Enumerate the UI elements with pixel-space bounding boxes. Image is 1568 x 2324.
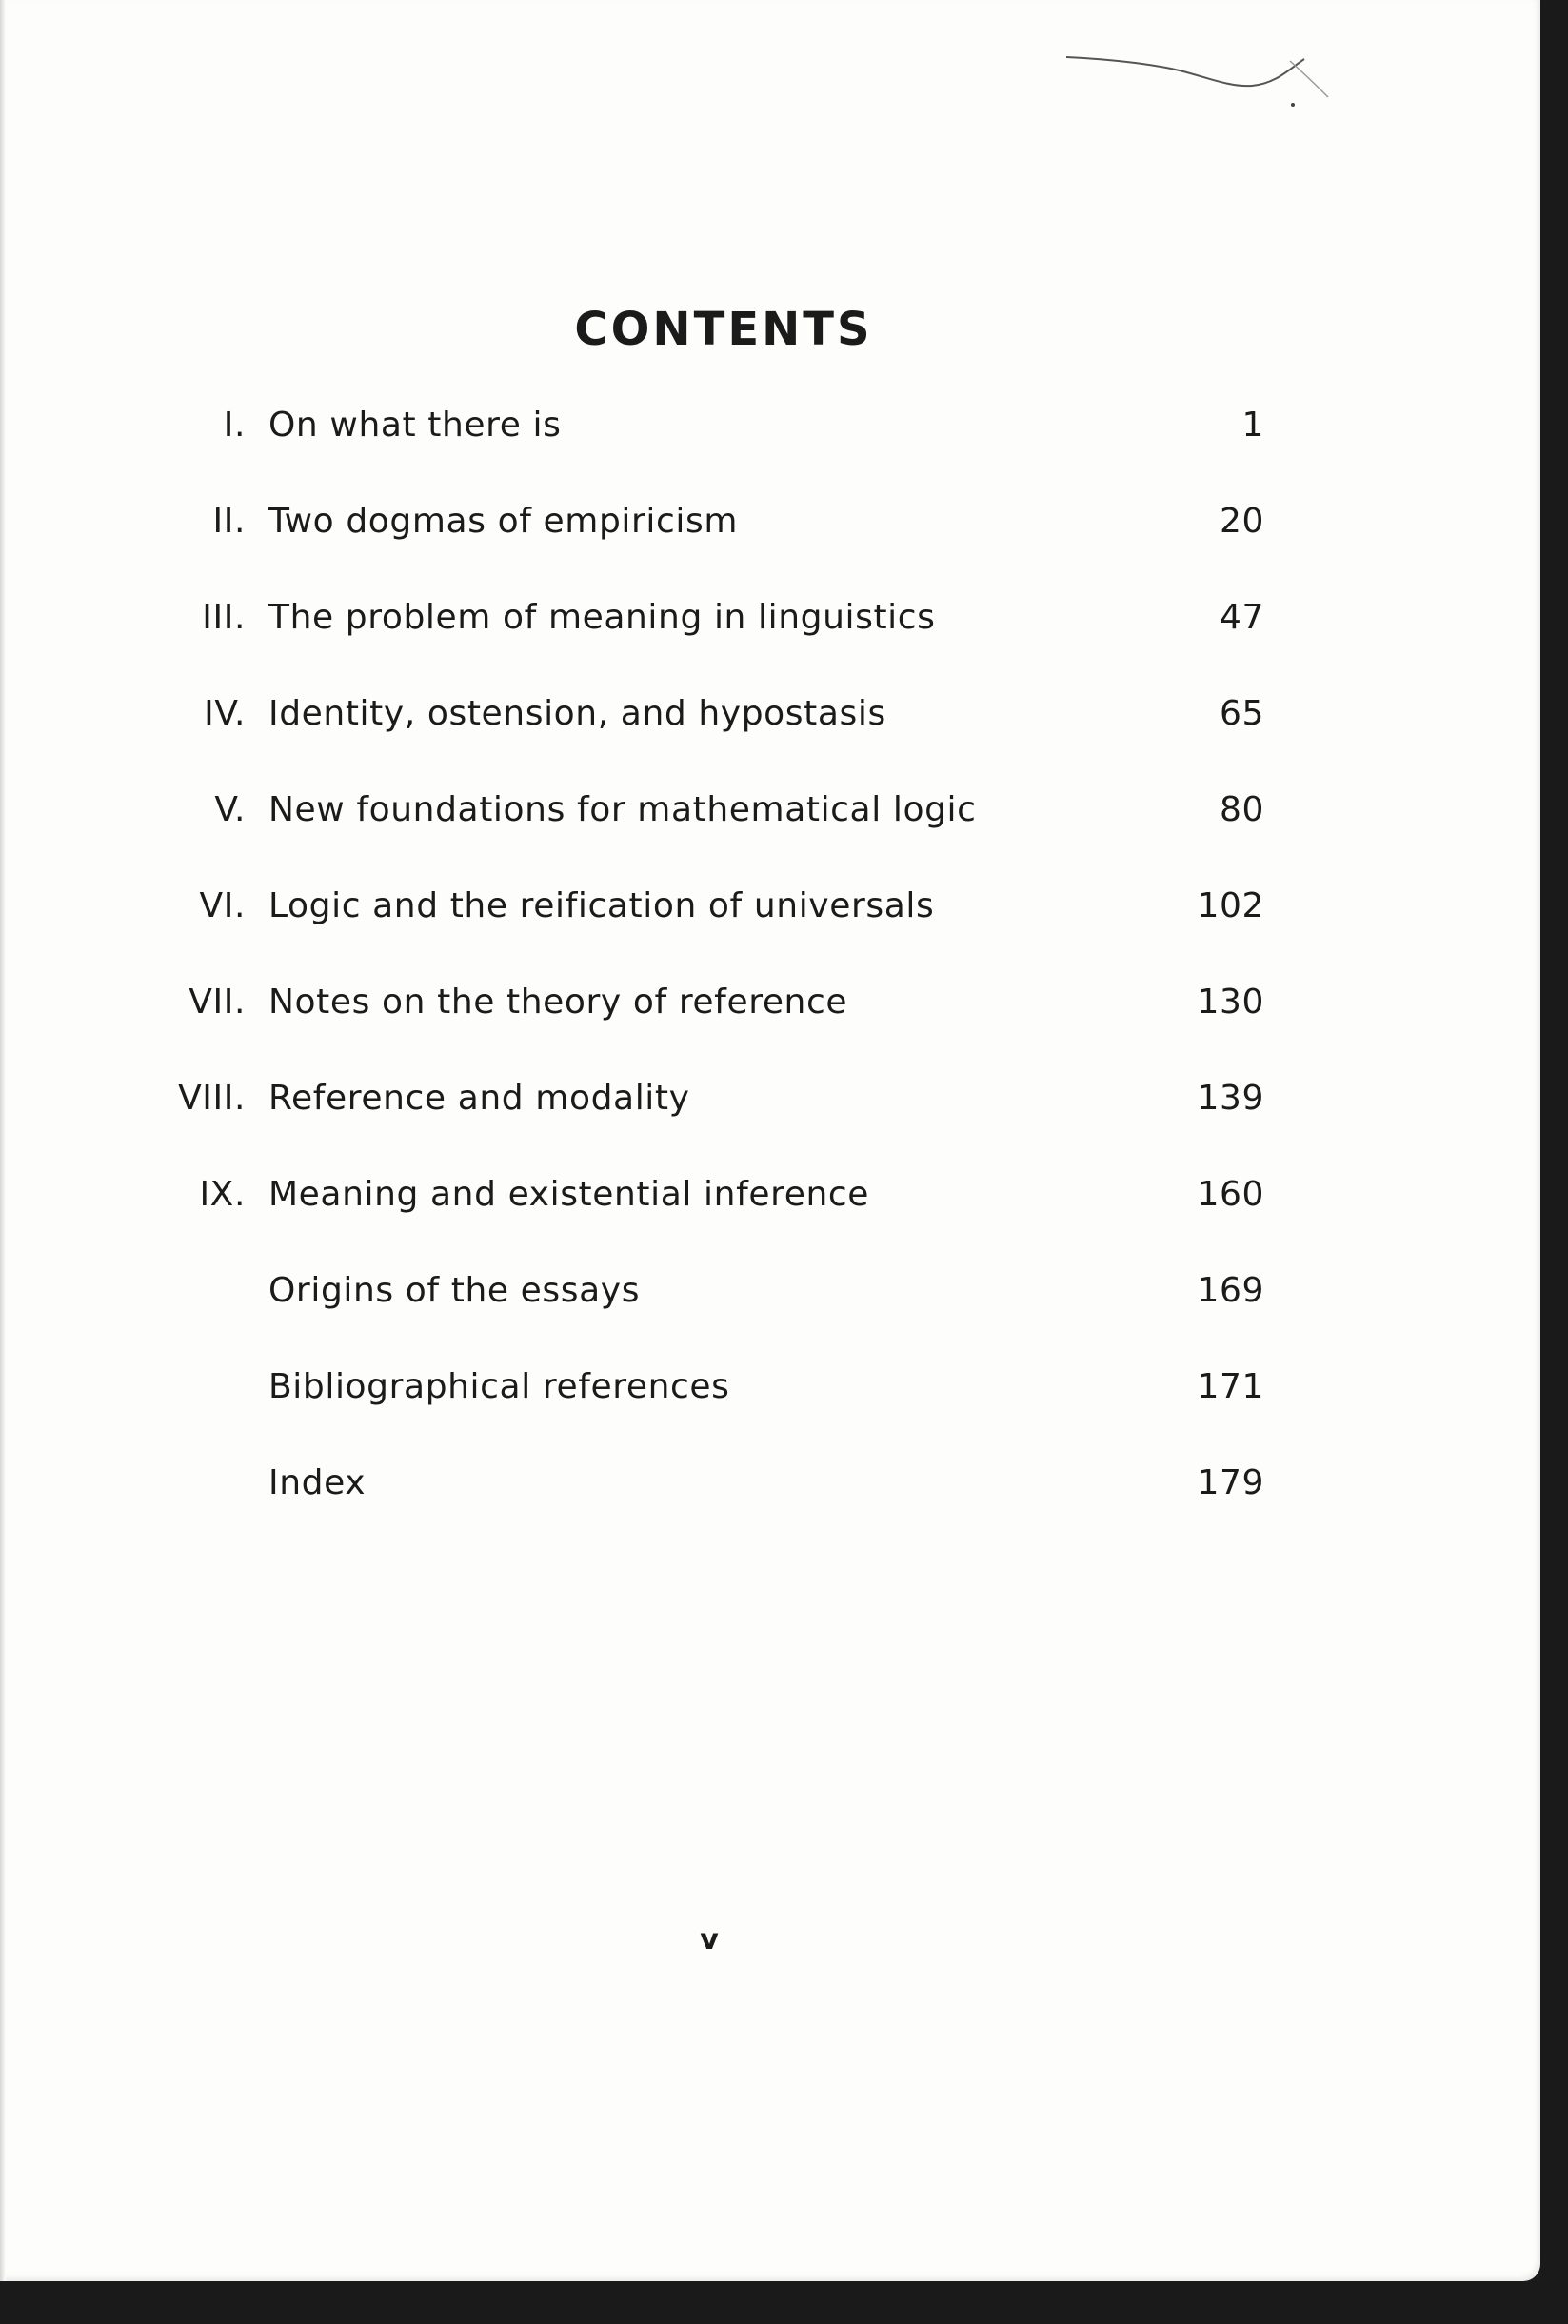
toc-entry-page: 65 — [1219, 694, 1264, 733]
toc-entry-11 — [0, 1367, 1540, 1424]
toc-entry-title: Two dogmas of empiricism — [268, 502, 739, 541]
toc-entry-12 — [0, 1463, 1540, 1520]
toc-entry-number: IX. — [199, 1175, 246, 1214]
toc-entry-page: 1 — [1241, 406, 1264, 445]
toc-entry-4 — [0, 694, 1540, 751]
toc-entry-title: Reference and modality — [268, 1079, 690, 1118]
toc-entry-page: 160 — [1197, 1175, 1264, 1214]
toc-entry-title: Meaning and existential inference — [268, 1175, 870, 1214]
page-folio: v — [700, 1923, 719, 1957]
toc-entry-page: 179 — [1197, 1463, 1264, 1502]
toc-entry-page: 169 — [1197, 1271, 1264, 1310]
toc-entry-title: The problem of meaning in linguistics — [268, 598, 936, 637]
toc-entry-5 — [0, 790, 1540, 847]
toc-entry-page: 80 — [1219, 790, 1264, 829]
toc-entry-10 — [0, 1271, 1540, 1328]
toc-entry-7 — [0, 983, 1540, 1040]
toc-entry-title: Bibliographical references — [268, 1367, 730, 1406]
toc-entry-page: 20 — [1219, 502, 1264, 541]
toc-entry-number: I. — [223, 406, 246, 445]
toc-entry-title: Identity, ostension, and hypostasis — [268, 694, 886, 733]
toc-entry-title: Logic and the reification of universals — [268, 886, 935, 925]
toc-entry-title: Origins of the essays — [268, 1271, 641, 1310]
toc-entry-9 — [0, 1175, 1540, 1232]
toc-entry-number: III. — [202, 598, 246, 637]
toc-entry-page: 102 — [1197, 886, 1264, 925]
toc-entry-6 — [0, 886, 1540, 944]
toc-entry-number: VII. — [189, 983, 246, 1022]
toc-entry-page: 139 — [1197, 1079, 1264, 1118]
toc-entry-8 — [0, 1079, 1540, 1136]
toc-entry-2 — [0, 502, 1540, 559]
toc-entry-number: VI. — [199, 886, 246, 925]
toc-entry-1 — [0, 406, 1540, 463]
toc-entry-number: IV. — [204, 694, 246, 733]
toc-entry-title: Index — [268, 1463, 367, 1502]
toc-entry-title: On what there is — [268, 406, 562, 445]
torn-corner-mark — [1066, 40, 1352, 107]
toc-entry-page: 47 — [1219, 598, 1264, 637]
toc-entry-3 — [0, 598, 1540, 655]
toc-entry-title: New foundations for mathematical logic — [268, 790, 977, 829]
toc-entry-number: VIII. — [178, 1079, 246, 1118]
toc-entry-page: 171 — [1197, 1367, 1264, 1406]
toc-entry-page: 130 — [1197, 983, 1264, 1022]
toc-entry-number: II. — [212, 502, 246, 541]
toc-entry-title: Notes on the theory of reference — [268, 983, 848, 1022]
toc-entry-number: V. — [214, 790, 246, 829]
page-title: CONTENTS — [574, 303, 873, 356]
